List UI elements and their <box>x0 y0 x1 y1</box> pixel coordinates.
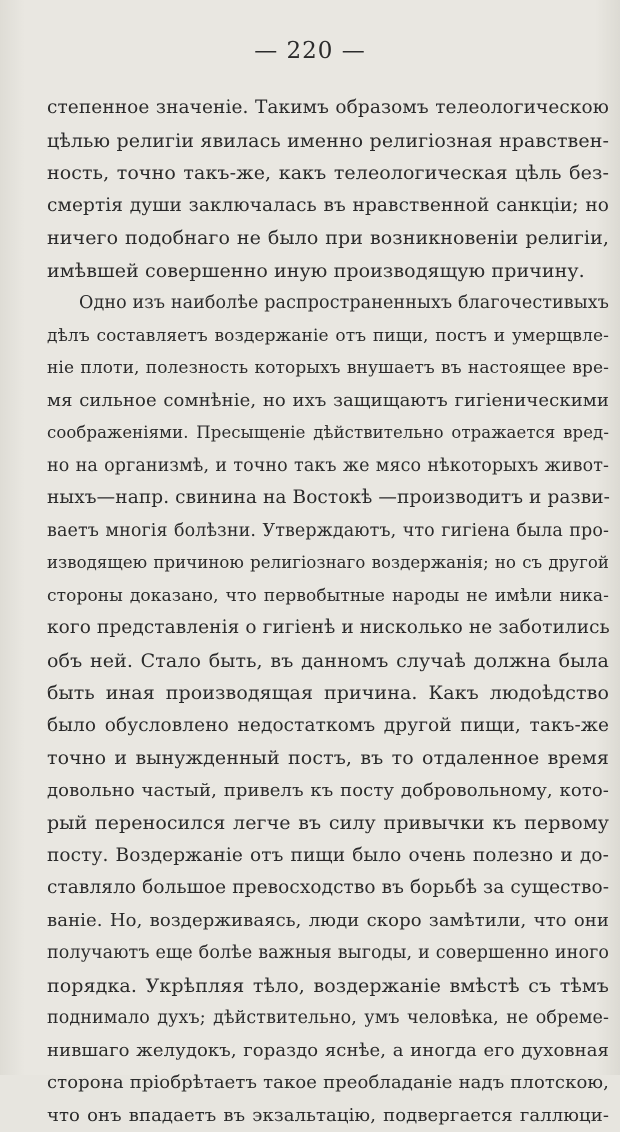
text-line: нившаго желудокъ, гораздо яснѣе, а иногда его духовная <box>47 1035 609 1068</box>
text-line: поднимало духъ; дѣйствительно, умъ человѣка, не обреме- <box>47 1002 609 1035</box>
text-line: ныхъ—напр. свинина на Востокѣ —производитъ и разви- <box>47 482 609 515</box>
text-line: кого представленія о гигіенѣ и нисколько не заботились <box>47 612 609 645</box>
text-line: стороны доказано, что первобытные народы не имѣли ника- <box>47 580 609 613</box>
text-line: посту. Воздержаніе отъ пищи было очень полезно и до- <box>47 840 609 873</box>
text-line: довольно частый, привелъ къ посту добровольному, кото- <box>47 775 609 808</box>
text-line: ность, точно такъ-же, какъ телеологическая цѣль без- <box>47 157 609 190</box>
text-line: ніе плоти, полезность которыхъ внушаетъ въ настоящее вре- <box>47 352 609 385</box>
text-line: ставляло большое превосходство въ борьбѣ за существо- <box>47 872 609 905</box>
text-line: рый переносился легче въ силу привычки къ первому <box>47 807 609 840</box>
text-line: Одно изъ наиболѣе распространенныхъ благочестивыхъ <box>47 287 609 320</box>
text-line: ваетъ многія болѣзни. Утверждаютъ, что гигіена была про- <box>47 515 609 548</box>
text-line: ваніе. Но, воздерживаясь, люди скоро замѣтили, что они <box>47 905 609 938</box>
text-line: было обусловлено недостаткомъ другой пищи, такъ-же <box>47 710 609 743</box>
text-line: изводящею причиною религіознаго воздержанія; но съ другой <box>47 547 609 580</box>
text-line: объ ней. Стало быть, въ данномъ случаѣ должна была <box>47 645 609 678</box>
text-line: мя сильное сомнѣніе, но ихъ защищаютъ гигіеническими <box>47 385 609 418</box>
page-number: — 220 — <box>0 38 620 64</box>
text-line: цѣлью религіи явилась именно религіозная нравствен- <box>47 125 609 158</box>
text-line: ничего подобнаго не было при возникновеніи религіи, <box>47 222 609 255</box>
text-line: но на организмѣ, и точно такъ же мясо нѣкоторыхъ живот- <box>47 450 609 483</box>
text-line: быть иная производящая причина. Какъ людоѣдство <box>47 677 609 710</box>
text-line: порядка. Укрѣпляя тѣло, воздержаніе вмѣстѣ съ тѣмъ <box>47 970 609 1003</box>
text-line: что онъ впадаетъ въ экзальтацію, подвергается галлюци- <box>47 1100 609 1132</box>
text-line: степенное значеніе. Такимъ образомъ телеологическою <box>47 92 609 125</box>
text-line: соображеніями. Пресыщеніе дѣйствительно отражается вред- <box>47 417 609 450</box>
text-line: имѣвшей совершенно иную производящую причину. <box>47 255 609 288</box>
text-line: дѣлъ составляетъ воздержаніе отъ пищи, постъ и умерщвле- <box>47 320 609 353</box>
text-line: точно и вынужденный постъ, въ то отдаленное время <box>47 742 609 775</box>
text-line: сторона пріобрѣтаетъ такое преобладаніе надъ плотскою, <box>47 1067 609 1100</box>
text-line: получаютъ еще болѣе важныя выгоды, и совершенно иного <box>47 937 609 970</box>
text-line: смертія души заключалась въ нравственной санкціи; но <box>47 190 609 223</box>
page-text-body <box>47 92 609 1132</box>
